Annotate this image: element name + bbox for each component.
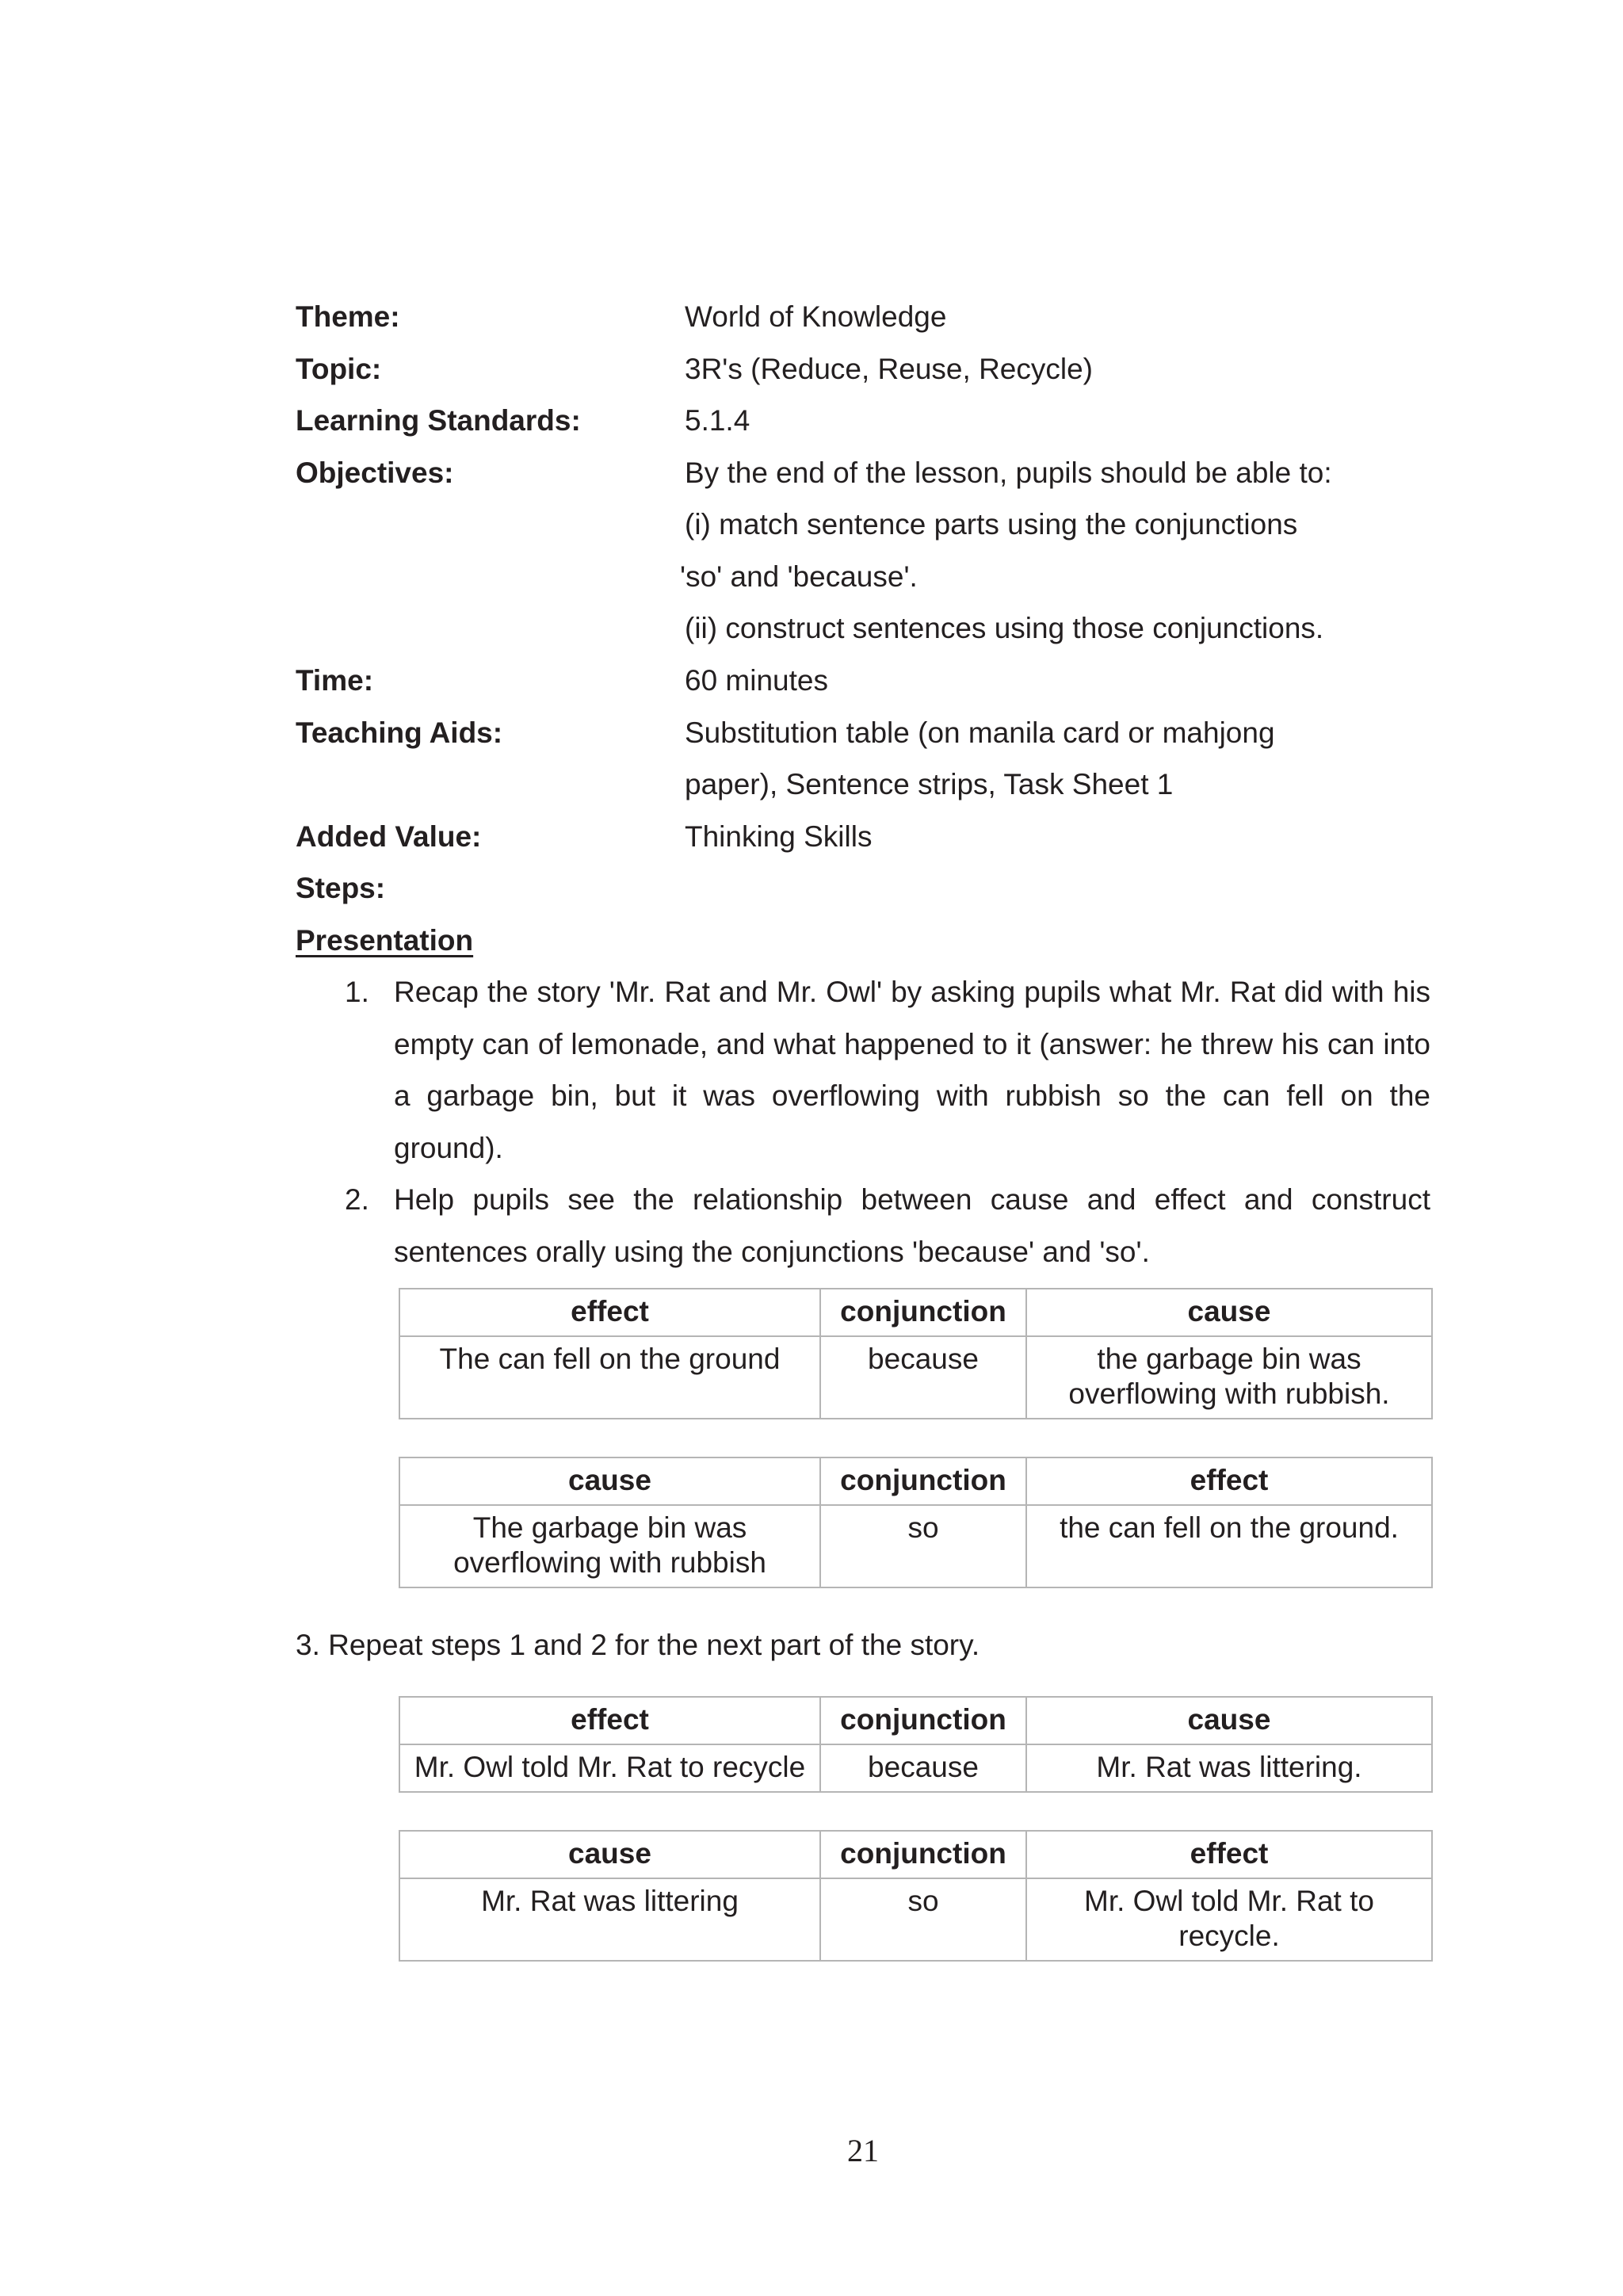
meta-value: Substitution table (on manila card or mahjong [685,716,1275,749]
table-header: conjunction [820,1831,1026,1878]
table-cell: so [820,1505,1026,1587]
table-row [399,1336,1432,1419]
cause-effect-table [399,1457,1433,1588]
table-cell: the can fell on the ground. [1026,1505,1432,1587]
table-cell: Mr. Owl told Mr. Rat to recycle [399,1744,820,1792]
meta-row-topic [296,353,381,385]
meta-label: Added Value: [296,820,482,853]
table-header: conjunction [820,1289,1026,1336]
table-header: effect [399,1697,820,1744]
meta-value: 60 minutes [685,664,828,697]
table-header-row [399,1289,1432,1336]
table-cell: Mr. Rat was littering. [1026,1744,1432,1792]
table-header: conjunction [820,1457,1026,1505]
table-header: cause [1026,1697,1432,1744]
cause-effect-table [399,1830,1433,1962]
table-cell: because [820,1336,1026,1419]
page-number: 21 [847,2133,879,2168]
meta-value: (ii) construct sentences using those conjunctions. [685,612,1324,644]
table-header: effect [1026,1457,1432,1505]
table-cell: Mr. Owl told Mr. Rat to recycle. [1026,1878,1432,1961]
table-header-row [399,1831,1432,1878]
meta-value: 3R's (Reduce, Reuse, Recycle) [685,353,1093,385]
meta-row-teaching-aids [296,717,502,749]
meta-row-steps [296,873,385,904]
meta-label: Objectives: [296,457,454,489]
meta-label: Theme: [296,300,400,333]
table-cell: The garbage bin was overflowing with rubbish [399,1505,820,1587]
meta-row-learning-standards [296,405,581,437]
table-cell: the garbage bin was overflowing with rubbish. [1026,1336,1432,1419]
meta-row-objectives [296,457,453,489]
step-number: 2. [345,1183,369,1216]
meta-label: Time: [296,664,374,697]
step-number: 1. [345,976,369,1008]
cause-effect-table [399,1288,1433,1419]
meta-row-time [296,665,373,697]
meta-label: Topic: [296,353,382,385]
table-header: effect [399,1289,820,1336]
step-text: Recap the story 'Mr. Rat and Mr. Owl' by asking pupils what Mr. Rat did with his empty can of lemonade, and what happened to it (answer: he threw his can into a garbage bin, but it was overflowing with rubbish so the can fell on the ground). [394,976,1430,1164]
meta-value: World of Knowledge [685,300,947,333]
meta-value: 'so' and 'because'. [680,560,918,593]
meta-value: paper), Sentence strips, Task Sheet 1 [685,768,1174,800]
table-header: conjunction [820,1697,1026,1744]
meta-value: Thinking Skills [685,820,873,853]
table-header: effect [1026,1831,1432,1878]
table-row [399,1878,1432,1961]
meta-value: 5.1.4 [685,404,750,437]
meta-label: Learning Standards: [296,404,581,437]
table-cell: because [820,1744,1026,1792]
table-row [399,1505,1432,1587]
meta-value: By the end of the lesson, pupils should be able to: [685,457,1332,489]
meta-value: (i) match sentence parts using the conjunctions [685,508,1298,541]
table-cell: Mr. Rat was littering [399,1878,820,1961]
table-header: cause [399,1457,820,1505]
table-header: cause [399,1831,820,1878]
meta-label: Teaching Aids: [296,716,503,749]
table-header-row [399,1697,1432,1744]
step-three-text: 3. Repeat steps 1 and 2 for the next part of the story. [296,1629,980,1661]
meta-label: Steps: [296,872,386,904]
meta-row-theme [296,301,400,333]
table-header-row [399,1457,1432,1505]
table-header: cause [1026,1289,1432,1336]
meta-row-added-value [296,821,481,853]
table-cell: so [820,1878,1026,1961]
table-cell: The can fell on the ground [399,1336,820,1419]
section-heading: Presentation [296,924,474,957]
step-text: Help pupils see the relationship between cause and effect and construct sentences orally using the conjunctions 'because' and 'so'. [394,1183,1430,1268]
table-row [399,1744,1432,1792]
cause-effect-table [399,1696,1433,1793]
